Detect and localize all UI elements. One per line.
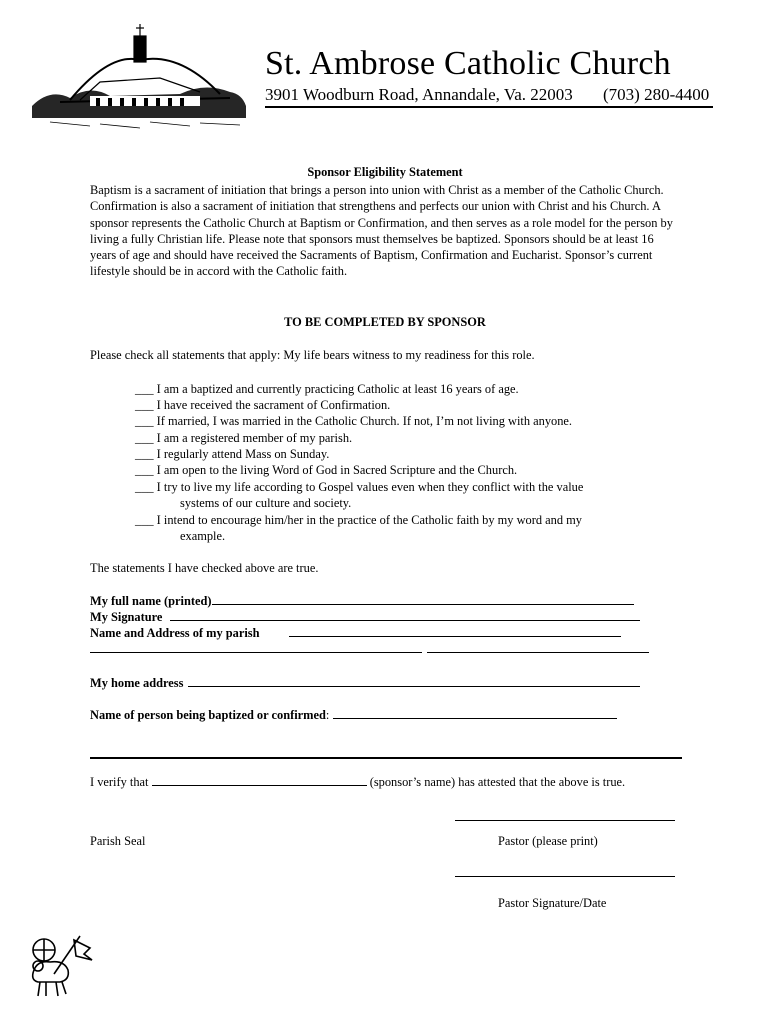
parish-address-input[interactable] bbox=[90, 641, 422, 653]
parish-seal-label: Parish Seal bbox=[90, 834, 146, 848]
sponsor-name-input[interactable] bbox=[152, 774, 367, 786]
statement-married[interactable]: ___ If married, I was married in the Catholic Church. If not, I’m not living with anyone. bbox=[135, 414, 573, 428]
full-name-input[interactable] bbox=[212, 593, 634, 605]
person-baptized-label: Name of person being baptized or confirmed bbox=[90, 708, 326, 722]
pastor-signature-line[interactable] bbox=[455, 876, 675, 877]
header-rule bbox=[265, 106, 713, 108]
parish-input[interactable] bbox=[289, 625, 621, 637]
lamb-of-god-icon bbox=[24, 930, 96, 1002]
signature-label: My Signature bbox=[90, 610, 163, 624]
pastor-signature-label: Pastor Signature/Date bbox=[498, 896, 607, 910]
pastor-print-line[interactable] bbox=[455, 820, 675, 821]
form-title: Sponsor Eligibility Statement bbox=[307, 165, 463, 179]
statement-baptized[interactable]: ___ I am a baptized and currently practicing Catholic at least 16 years of age. bbox=[135, 382, 519, 396]
statement-word-of-god[interactable]: ___ I am open to the living Word of God in Sacred Scripture and the Church. bbox=[135, 463, 518, 477]
statement-encourage-line1: ___ I intend to encourage him/her in the practice of the Catholic faith by my word and my bbox=[135, 513, 582, 527]
church-phone: (703) 280-4400 bbox=[603, 85, 710, 104]
intro-paragraph: Baptism is a sacrament of initiation that brings a person into union with Christ as a member of the Catholic Church. Confirmation is also a sacrament of initiation that strengthens and perfects our union with Christ and his Church. A sponsor represents the Catholic Church at Baptism or Confirmation, and then serves as a role model for the person by living a fully Christian life. Please note that sponsors must themselves be baptized. Sponsors should be at least 16 years of age and should have received the Sacraments of Baptism, Confirmation and Eucharist. Sponsor’s current lifestyle should be in accord with the Catholic faith. bbox=[90, 183, 673, 279]
verify-prefix: I verify that bbox=[90, 775, 149, 789]
true-note: The statements I have checked above are true. bbox=[90, 561, 319, 575]
church-logo bbox=[30, 22, 248, 130]
home-address-input[interactable] bbox=[188, 675, 640, 687]
full-name-row bbox=[90, 593, 634, 609]
statement-mass[interactable]: ___ I regularly attend Mass on Sunday. bbox=[135, 447, 330, 461]
statement-confirmation[interactable]: ___ I have received the sacrament of Confirmation. bbox=[135, 398, 391, 412]
signature-row bbox=[90, 609, 640, 625]
statement-gospel-values-line1: ___ I try to live my life according to Gospel values even when they conflict with the value bbox=[135, 480, 584, 494]
parish-row-2 bbox=[90, 641, 649, 657]
pastor-print-label: Pastor (please print) bbox=[498, 834, 598, 848]
verify-row bbox=[90, 774, 625, 790]
home-address-label: My home address bbox=[90, 676, 184, 690]
person-baptized-colon: : bbox=[325, 708, 330, 722]
instruction: Please check all statements that apply: My life bears witness to my readiness for this role. bbox=[90, 348, 535, 362]
parish-row bbox=[90, 625, 621, 641]
church-name: St. Ambrose Catholic Church bbox=[265, 45, 671, 82]
full-name-label: My full name (printed) bbox=[90, 594, 212, 608]
section-title: TO BE COMPLETED BY SPONSOR bbox=[284, 315, 486, 329]
section-divider bbox=[90, 757, 682, 759]
church-address: 3901 Woodburn Road, Annandale, Va. 22003 bbox=[265, 85, 573, 104]
signature-input[interactable] bbox=[170, 609, 640, 621]
parish-address-input-2[interactable] bbox=[427, 641, 649, 653]
statement-encourage-line2: example. bbox=[180, 529, 226, 544]
parish-label: Name and Address of my parish bbox=[90, 626, 260, 640]
verify-suffix: (sponsor’s name) has attested that the above is true. bbox=[369, 775, 626, 789]
statement-gospel-values-line2: systems of our culture and society. bbox=[180, 496, 352, 511]
person-baptized-row bbox=[90, 707, 617, 723]
statement-gospel-values[interactable] bbox=[135, 479, 583, 512]
home-address-row bbox=[90, 675, 640, 691]
person-baptized-input[interactable] bbox=[333, 707, 617, 719]
statement-encourage[interactable] bbox=[135, 512, 582, 545]
statement-registered[interactable]: ___ I am a registered member of my parish. bbox=[135, 431, 353, 445]
